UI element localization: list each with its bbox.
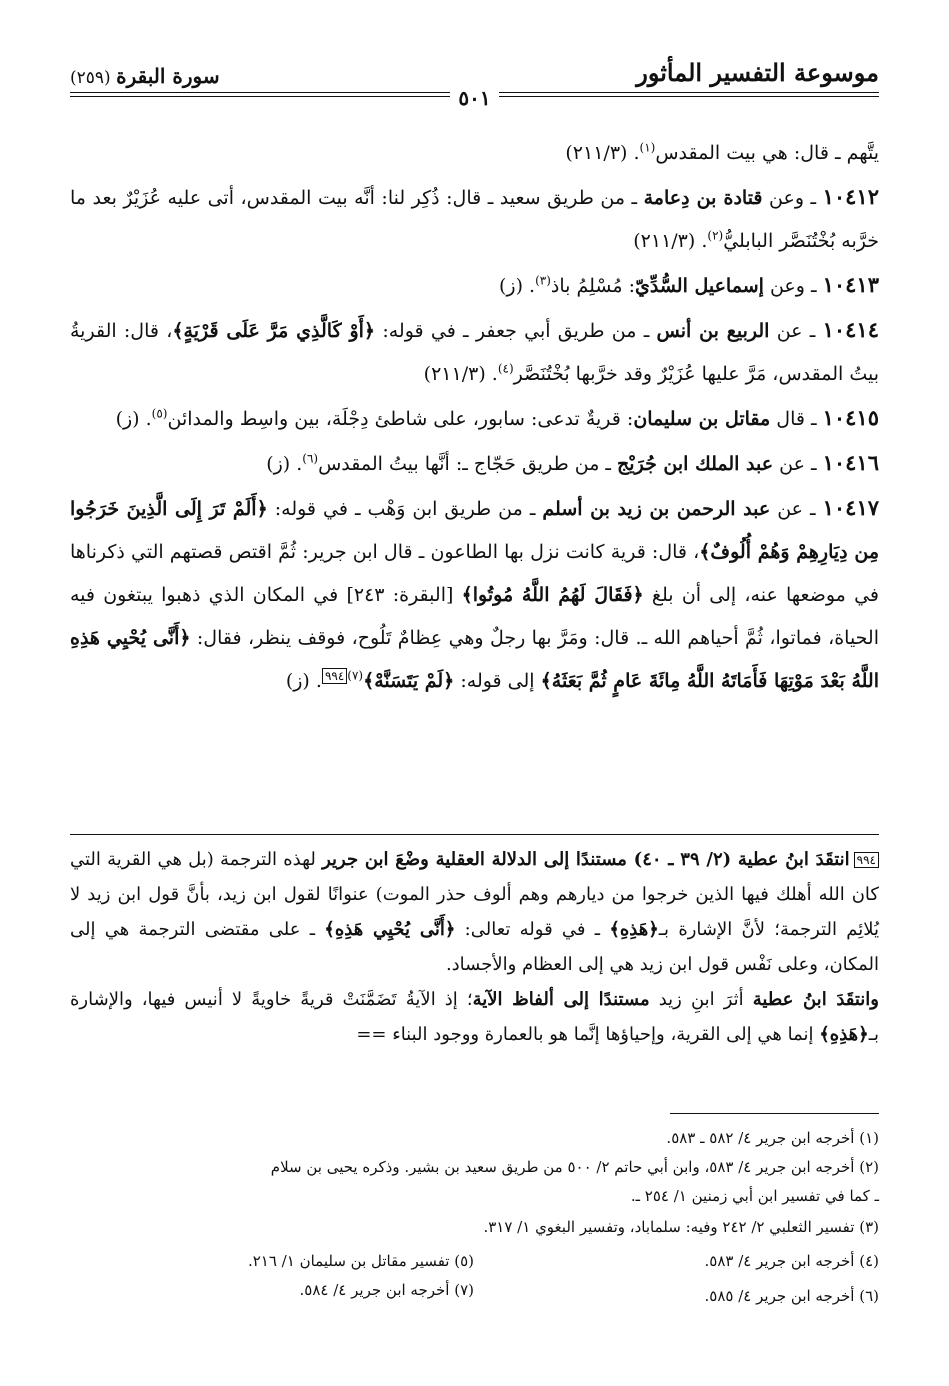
footnote-marker: (١) [639, 140, 656, 155]
narrator-name: الربيع بن أنس [656, 320, 770, 342]
note-paragraph [70, 842, 879, 982]
book-title: موسوعة التفسير المأثور [636, 58, 879, 87]
entry-text: ـ عن [770, 498, 823, 520]
entry-text: ـ من طريق أبي جعفر ـ في قوله: [375, 320, 657, 342]
page-number: ٥٠١ [450, 86, 498, 110]
entry-text: ـ قال [770, 408, 823, 430]
entry-number: ١٠٤١٤ [822, 317, 879, 342]
footnote: (٦) أخرجه ابن جرير ٤/ ٥٨٥. [704, 1287, 879, 1305]
footnote-marker: (٥) [151, 406, 168, 421]
footnote: (٣) تفسير الثعلبي ٢/ ٢٤٢ وفيه: سلماباد، وتفسير البغوي ١/ ٣١٧. [483, 1218, 879, 1236]
footnote-marker: (٣) [535, 273, 551, 288]
entry-number: ١٠٤١٦ [822, 450, 879, 475]
entry-source: . (ز) [115, 408, 152, 430]
entry-number: ١٠٤١٧ [822, 495, 880, 520]
entry-number: ١٠٤١٣ [822, 272, 879, 297]
narrator-name: مقاتل بن سليمان [633, 408, 771, 430]
page-number-wrap [0, 86, 949, 110]
entry-text: ـ وعن [763, 275, 823, 297]
entry-text: : مُسْلِمُ باذ [550, 275, 635, 297]
entry-text: ـ من طريق سعيد ـ قال: ذُكِر لنا: أنَّه بيت المقدس، أتى عليه عُزَيْرٌ بعد ما خرَّبه بُخْتُنَصَّر البابليُّ [70, 187, 879, 252]
entry [70, 396, 879, 441]
entry-text: ـ من طريق حَجّاج ـ: أنَّها بيتُ المقدس [318, 453, 618, 475]
note-text: لهذه الترجمة (بل هي القرية التي كان الله أهلك فيها الذين خرجوا من ديارهم وهم ألوف حذر الموت) عنوانًا لقول ابن زيد، بأنَّ قول ابن زيد لا يُلائِم الترجمة؛ لأنَّ الإشارة بـ [70, 849, 879, 940]
entry [70, 132, 879, 175]
entry [70, 263, 879, 308]
entry-text: ، قال: القريةُ بيتُ المقدس، مَرَّ عليها عُزَيْرٌ وقد خرَّبها بُخْتُنَصَّر [70, 320, 879, 385]
entry-text: إلى قوله: [454, 670, 541, 692]
entry-source: . (ز) [285, 670, 322, 692]
main-text [70, 132, 879, 703]
note-paragraph [70, 982, 879, 1052]
quran-quote: ﴿لَمْ يَتَسَنَّهْ﴾ [363, 670, 455, 692]
note-text: أثرَ ابنِ زيد [649, 989, 753, 1010]
entry [70, 175, 879, 263]
narrator-name: عبد الرحمن بن زيد بن أسلم [542, 498, 771, 520]
footnote-marker: (٢) [707, 228, 724, 243]
footnote: (٥) تفسير مقاتل بن سليمان ١/ ٢١٦. [247, 1252, 474, 1270]
sura-reference [70, 64, 220, 88]
entry-text: ـ وعن [762, 187, 823, 209]
narrator-name: عبد الملك ابن جُرَيْج [617, 453, 774, 475]
verse-citation: [البقرة: ٢٤٣] [338, 584, 462, 606]
entry-text: ـ عن [769, 320, 823, 342]
entry-text: ـ عن [773, 453, 823, 475]
entry-source: . (ز) [266, 453, 303, 475]
note-text: إنما هي إلى القرية، وإحياؤها إنَّما هو بالعمارة ووجود البناء == [356, 1024, 820, 1045]
note-text: ؛ إذ الآيةُ تَضَمَّنَتْ قريةً خاويةً لا أنيس فيها، والإشارة بـ [70, 989, 879, 1045]
note-text: ـ في قوله تعالى: [455, 919, 610, 940]
entry [70, 486, 879, 703]
footnote-marker: (٤) [497, 361, 514, 376]
entry [70, 308, 879, 396]
quran-quote: ﴿أَنَّى يُحْيِي هَذِهِ اللَّهُ بَعْدَ مَوْتِهَا فَأَمَاتَهُ اللَّهُ مِائَةَ عَامٍ ثُمَّ بَعَثَهُ﴾ [70, 627, 879, 692]
entry-text: في المكان الذي ذهبوا يبتغون فيه الحياة، فماتوا، ثُمَّ أحياهم الله ـ. قال: ومَرَّ بها رجلٌ وهي عِظامٌ تَلُوح، فوقف ينظر، فقال: [70, 584, 880, 649]
note-bold: وانتقَدَ ابنُ عطية [752, 989, 880, 1010]
footnote-separator [670, 1113, 879, 1114]
entry-source: . (٢١١/٣) [565, 142, 640, 164]
narrator-name: إسماعيل السُّدِّيّ [635, 275, 764, 297]
entry-text: ، قال: قرية كانت نزل بها الطاعون ـ قال ابن جرير: ثُمَّ اقتص قصتهم التي ذكرناها في موضعها عنه، إلى أن بلغ [70, 541, 879, 606]
quran-quote: ﴿هَذِهِ﴾ [819, 1024, 869, 1045]
quran-quote: ﴿هَذِهِ﴾ [609, 919, 659, 940]
verse-ref: (٢٥٩) [70, 68, 111, 88]
entry-text: يتَّهم ـ قال: هي بيت المقدس [655, 142, 879, 164]
commentary-ref-box: ٩٩٤ [854, 852, 879, 868]
narrator-name: قتادة بن دِعامة [643, 187, 763, 209]
sura-label: سورة البقرة [116, 64, 220, 88]
entry-source: . (ز) [498, 275, 536, 297]
entry-number: ١٠٤١٢ [822, 184, 879, 209]
footnote-marker: (٧) [347, 668, 364, 683]
note-bold: انتقَدَ ابنُ عطية (٢/ ٣٩ ـ ٤٠) مستندًا إلى الدلالة العقلية وضْعَ ابن جرير [322, 849, 850, 870]
entry-text: : قريةٌ تدعى: سابور، على شاطئ دِجْلَة، بين واسِط والمدائن [167, 408, 634, 430]
quran-quote: ﴿أَنَّى يُحْيِي هَذِهِ﴾ [324, 919, 456, 940]
entry-source: . (٢١١/٣) [633, 230, 708, 252]
footnote: (٧) أخرجه ابن جرير ٤/ ٥٨٤. [299, 1281, 474, 1299]
note-text: ـ على مقتضى الترجمة هي إلى المكان، وعلى نَفْس قول ابن زيد هي إلى العظام والأجساد. [70, 919, 879, 975]
entry-source: . (٢١١/٣) [423, 363, 498, 385]
quran-quote: ﴿أَوْ كَالَّذِي مَرَّ عَلَى قَرْيَةٍ﴾ [172, 320, 376, 342]
commentary-separator [70, 834, 879, 835]
quran-quote: ﴿فَقَالَ لَهُمُ اللَّهُ مُوتُوا﴾ [461, 584, 644, 606]
entry-text: ـ من طريق ابن وَهْب ـ في قوله: [267, 498, 543, 520]
commentary-note [70, 842, 879, 1052]
entry-number: ١٠٤١٥ [822, 405, 879, 430]
entry [70, 441, 879, 486]
footnote: (٢) أخرجه ابن جرير ٤/ ٥٨٣، وابن أبي حاتم ٢/ ٥٠٠ من طريق سعيد بن بشير. وذكره يحيى بن سلام [270, 1158, 879, 1176]
footnote: (١) أخرجه ابن جرير ٤/ ٥٨٢ ـ ٥٨٣. [666, 1129, 879, 1147]
footnote-continuation: ـ كما في تفسير ابن أبي زمنين ١/ ٢٥٤ ـ. [630, 1187, 879, 1205]
footnote-marker: (٦) [302, 451, 319, 466]
footnote: (٤) أخرجه ابن جرير ٤/ ٥٨٣. [704, 1252, 879, 1270]
note-bold: مستندًا إلى ألفاظ الآية [472, 989, 650, 1010]
commentary-ref-box: ٩٩٤ [322, 668, 347, 684]
quran-quote: ﴿أَلَمْ تَرَ إِلَى الَّذِينَ خَرَجُوا مِن دِيَارِهِمْ وَهُمْ أُلُوفٌ﴾ [70, 498, 879, 563]
